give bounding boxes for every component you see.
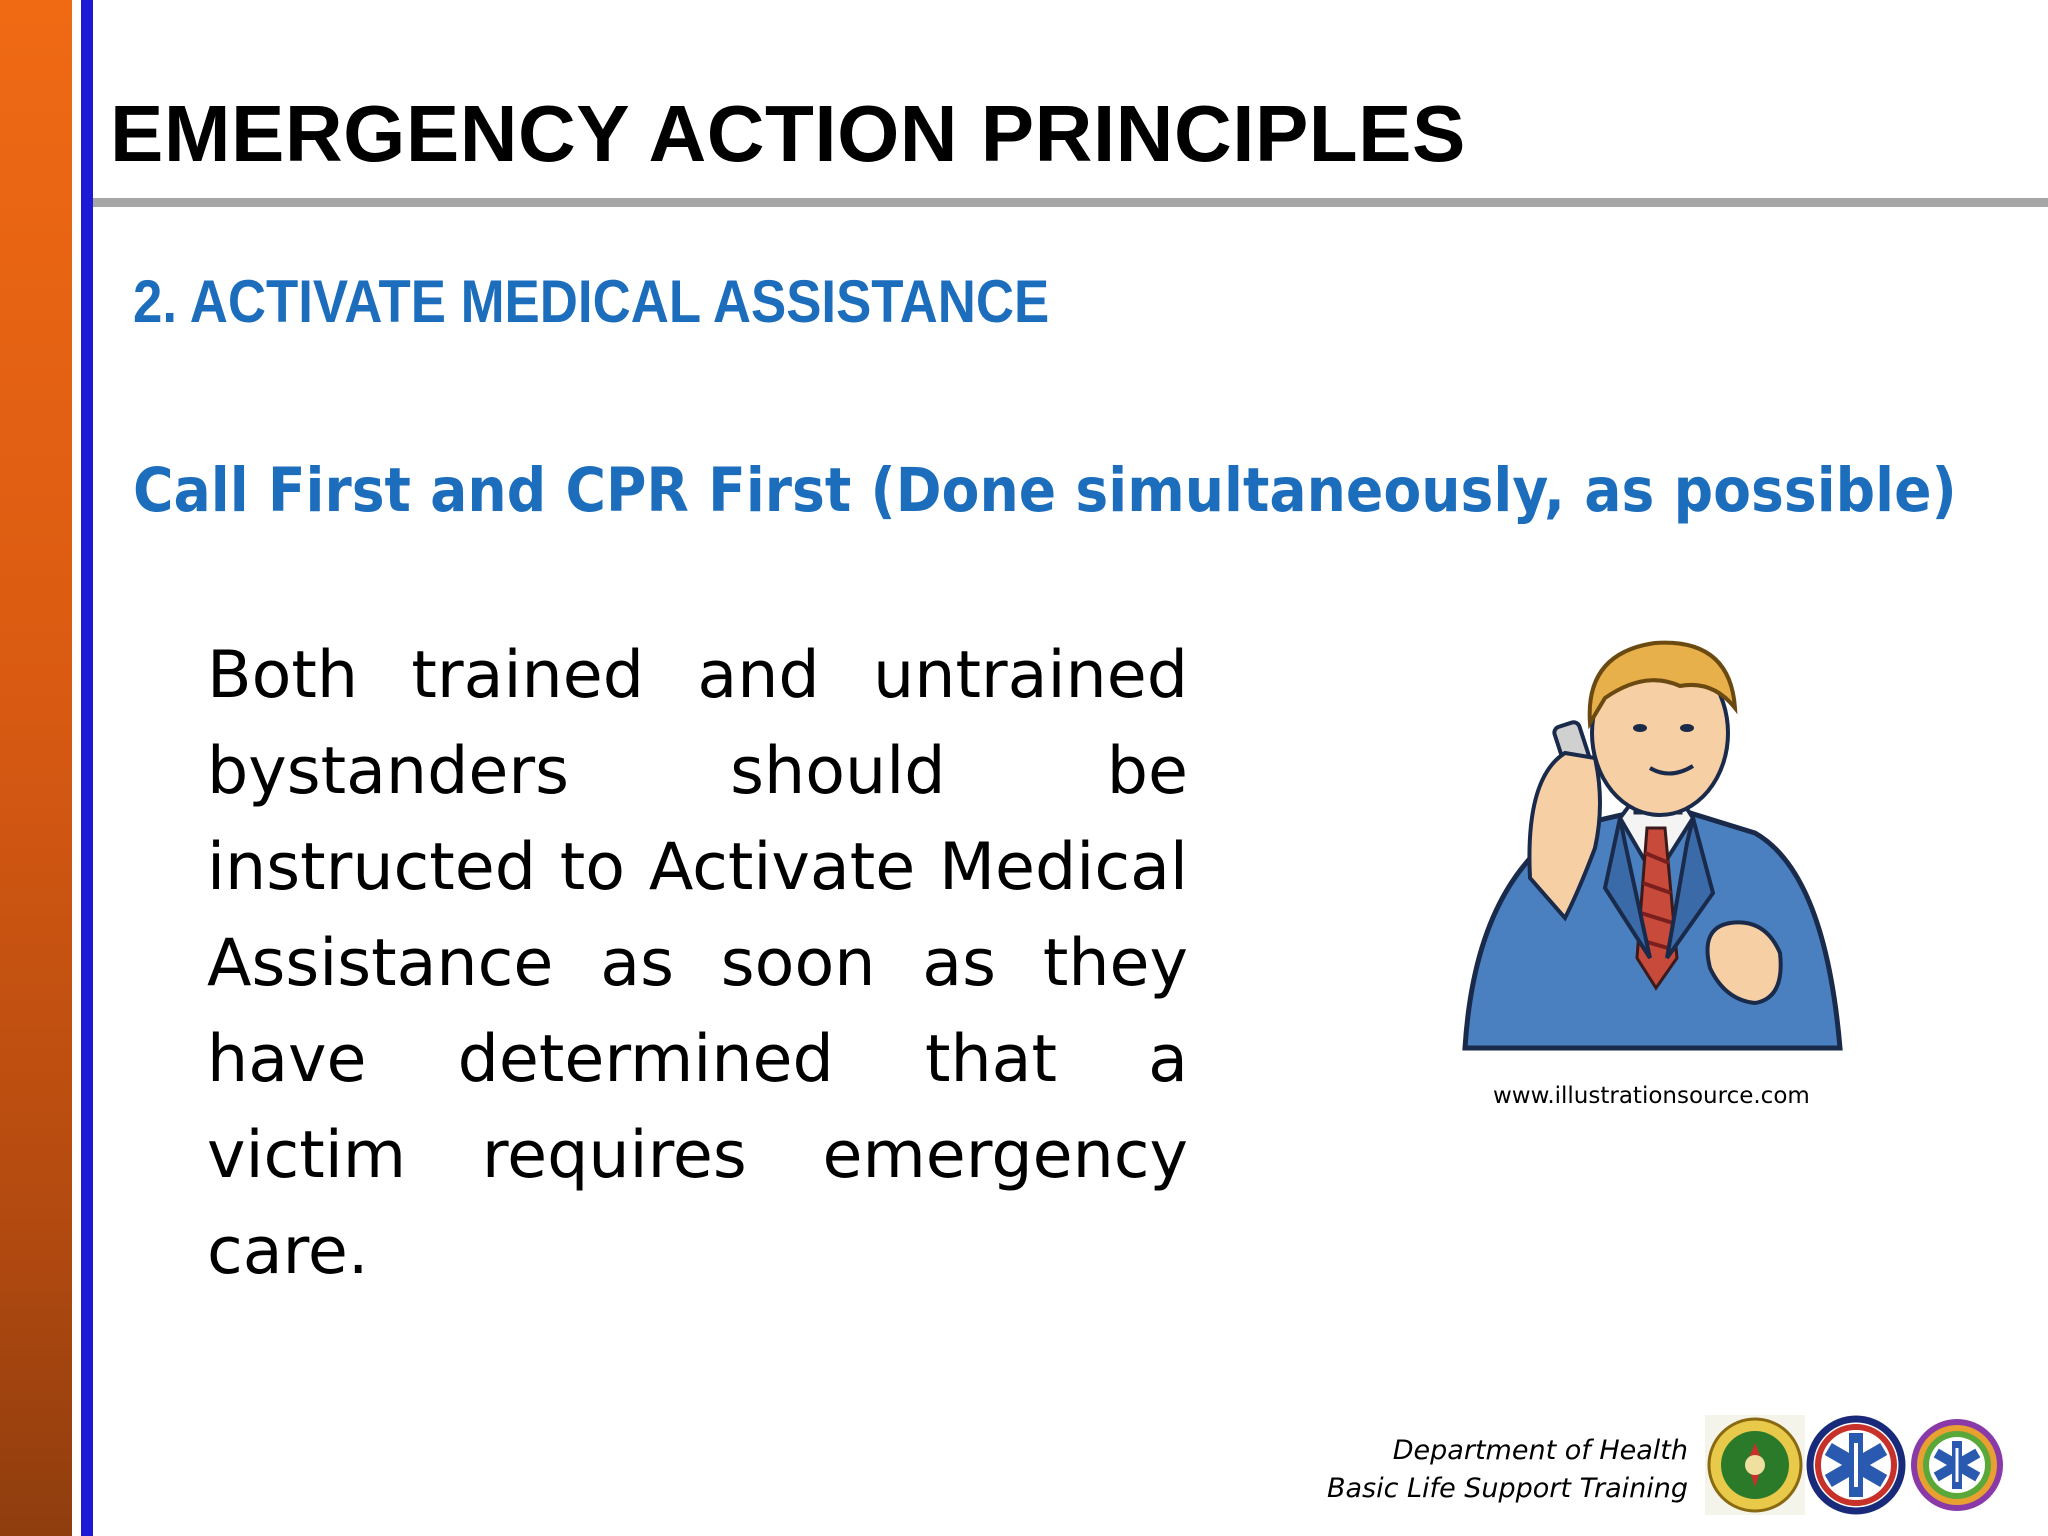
bls-star-of-life-icon bbox=[1907, 1415, 2007, 1515]
footer-org: Department of Health bbox=[1392, 1435, 1688, 1466]
slide-title: EMERGENCY ACTION PRINCIPLES bbox=[110, 89, 1466, 178]
title-divider bbox=[93, 198, 2048, 207]
left-accent-bar bbox=[0, 0, 72, 1536]
section-subtitle: 2. ACTIVATE MEDICAL ASSISTANCE bbox=[133, 268, 1050, 335]
image-credit: www.illustrationsource.com bbox=[1493, 1083, 1810, 1109]
footer-credit bbox=[1327, 1432, 1688, 1508]
body-paragraph: Both trained and untrained bystanders should be instructed to Activate Medical Assistance as soon as they have determined that a victim requires emergency care. bbox=[207, 638, 1188, 1289]
doh-seal-icon bbox=[1705, 1415, 1805, 1515]
footer-program: Basic Life Support Training bbox=[1326, 1473, 1688, 1504]
ems-star-of-life-icon bbox=[1806, 1415, 1906, 1515]
left-blue-stripe bbox=[81, 0, 93, 1536]
man-on-phone-icon bbox=[1455, 628, 1855, 1088]
section-heading: Call First and CPR First (Done simultaneously, as possible) bbox=[133, 455, 1957, 526]
